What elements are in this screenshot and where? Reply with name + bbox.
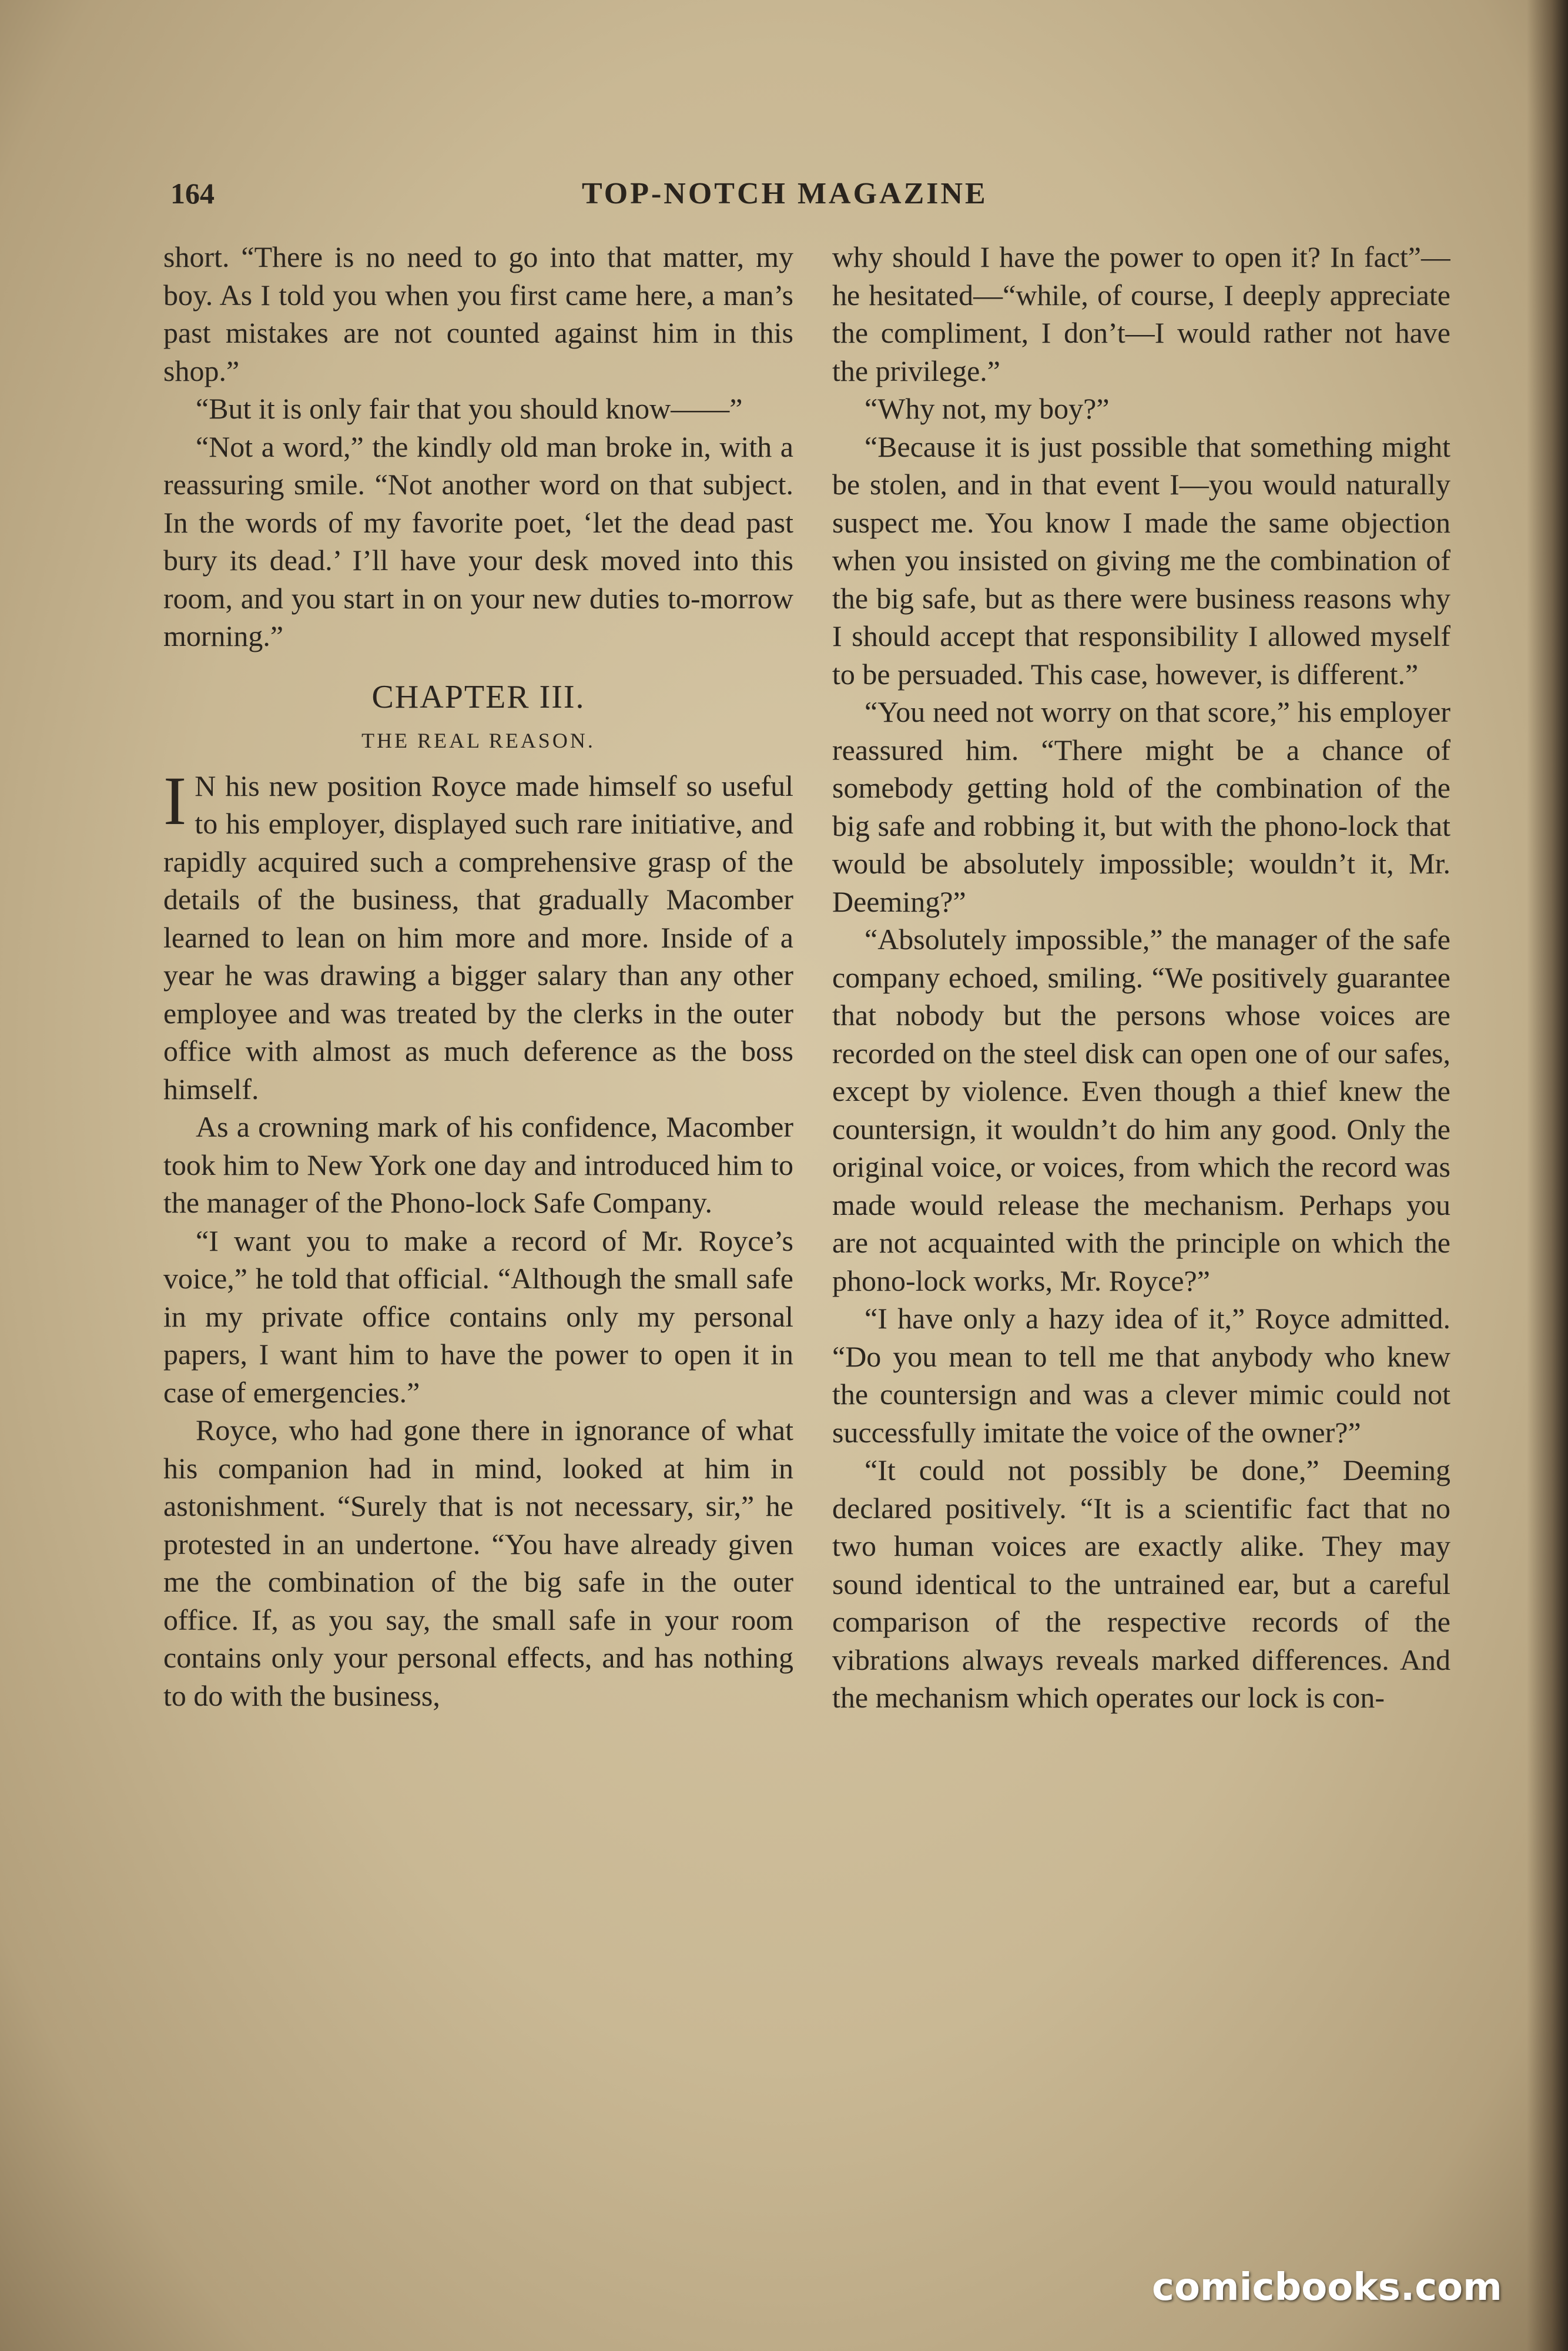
paragraph: “Because it is just possible that something might be stolen, and in that event I—you would naturally suspect me. You know I made the same objection when you insisted on giving me the combination of the big safe, but as there were business reasons why I should accept that responsibility I allowed myself to be persuaded. This case, however, is different.”: [832, 430, 1450, 691]
magazine-title: TOP-NOTCH MAGAZINE: [582, 177, 988, 210]
chapter-opening-paragraph: [163, 762, 793, 1108]
paragraph: “I have only a hazy idea of it,” Royce admitted. “Do you mean to tell me that anybody who knew the countersign and was a clever mimic could not successfully imitate the voice of the owner?”: [832, 1302, 1450, 1449]
paragraph: Royce, who had gone there in ignorance of what his companion had in mind, looked at him in astonishment. “Surely that is not necessary, sir,” he protested in an undertone. “You have already given me the combination of the big safe in the outer office. If, as you say, the small safe in your room contains only your personal effects, and has nothing to do with the business,: [163, 1414, 793, 1712]
paragraph: “Absolutely impossible,” the manager of the safe company echoed, smiling. “We positively guarantee that nobody but the persons whose voices are recorded on the steel disk can open one of our safes, except by violence. Even though a thief knew the countersign, it wouldn’t do him any good. Only the original voice, or voices, from which the record was made would release the mechanism. Perhaps you are not acquainted with the principle on which the phono-lock works, Mr. Royce?”: [832, 923, 1450, 1297]
paragraph-text: N his new position Royce made himself so useful to his employer, displayed such rare initiative, and rapidly acquired such a comprehensive grasp of the details of the business, that gradually Macomber learned to lean on him more and more. Inside of a year he was drawing a bigger salary than any other employee and was treated by the clerks in the outer office with almost as much deference as the boss himself.: [163, 769, 793, 1106]
chapter-subtitle: THE REAL REASON.: [361, 728, 595, 752]
paragraph: “But it is only fair that you should know——”: [196, 392, 743, 425]
drop-cap: I: [163, 762, 187, 839]
paragraph: “Why not, my boy?”: [865, 392, 1110, 425]
paragraph: “Not a word,” the kindly old man broke in, with a reassuring smile. “Not another word on that subject. In the words of my favorite poet, ‘let the dead past bury its dead.’ I’ll have your desk moved into this room, and you start in on your new duties to-morrow morning.”: [163, 430, 793, 652]
watermark: comicbooks.com: [1152, 2266, 1502, 2309]
page-edge-shadow: [1527, 0, 1568, 2351]
paragraph: “It could not possibly be done,” Deeming declared positively. “It is a scientific fact that no two human voices are exactly alike. They may sound identical to the untrained ear, but a careful comparison of the respective records of the vibrations always reveals marked differences. And the mechanism which operates our lock is con-: [832, 1454, 1450, 1714]
paragraph: As a crowning mark of his confidence, Macomber took him to New York one day and introduced him to the manager of the Phono-lock Safe Company.: [163, 1110, 793, 1219]
paragraph: “You need not worry on that score,” his employer reassured him. “There might be a chance of somebody getting hold of the combination of the big safe and robbing it, but with the phono-lock that would be absolutely impossible; wouldn’t it, Mr. Deeming?”: [832, 695, 1450, 918]
left-column: [163, 238, 793, 2136]
paragraph: why should I have the power to open it? In fact”—he hesitated—“while, of course, I deeply appreciate the compliment, I don’t—I would rather not have the privilege.”: [832, 240, 1450, 387]
paragraph: “I want you to make a record of Mr. Royce’s voice,” he told that official. “Although the small safe in my private office contains only my personal papers, I want him to have the power to open it in case of emergencies.”: [163, 1224, 793, 1409]
running-header: [170, 176, 1440, 217]
chapter-title: CHAPTER III.: [371, 678, 585, 715]
paragraph: short. “There is no need to go into that matter, my boy. As I told you when you first came here, a man’s past mistakes are not counted against him in this shop.”: [163, 240, 793, 387]
right-column: [832, 238, 1450, 2136]
page-number: 164: [170, 177, 215, 210]
